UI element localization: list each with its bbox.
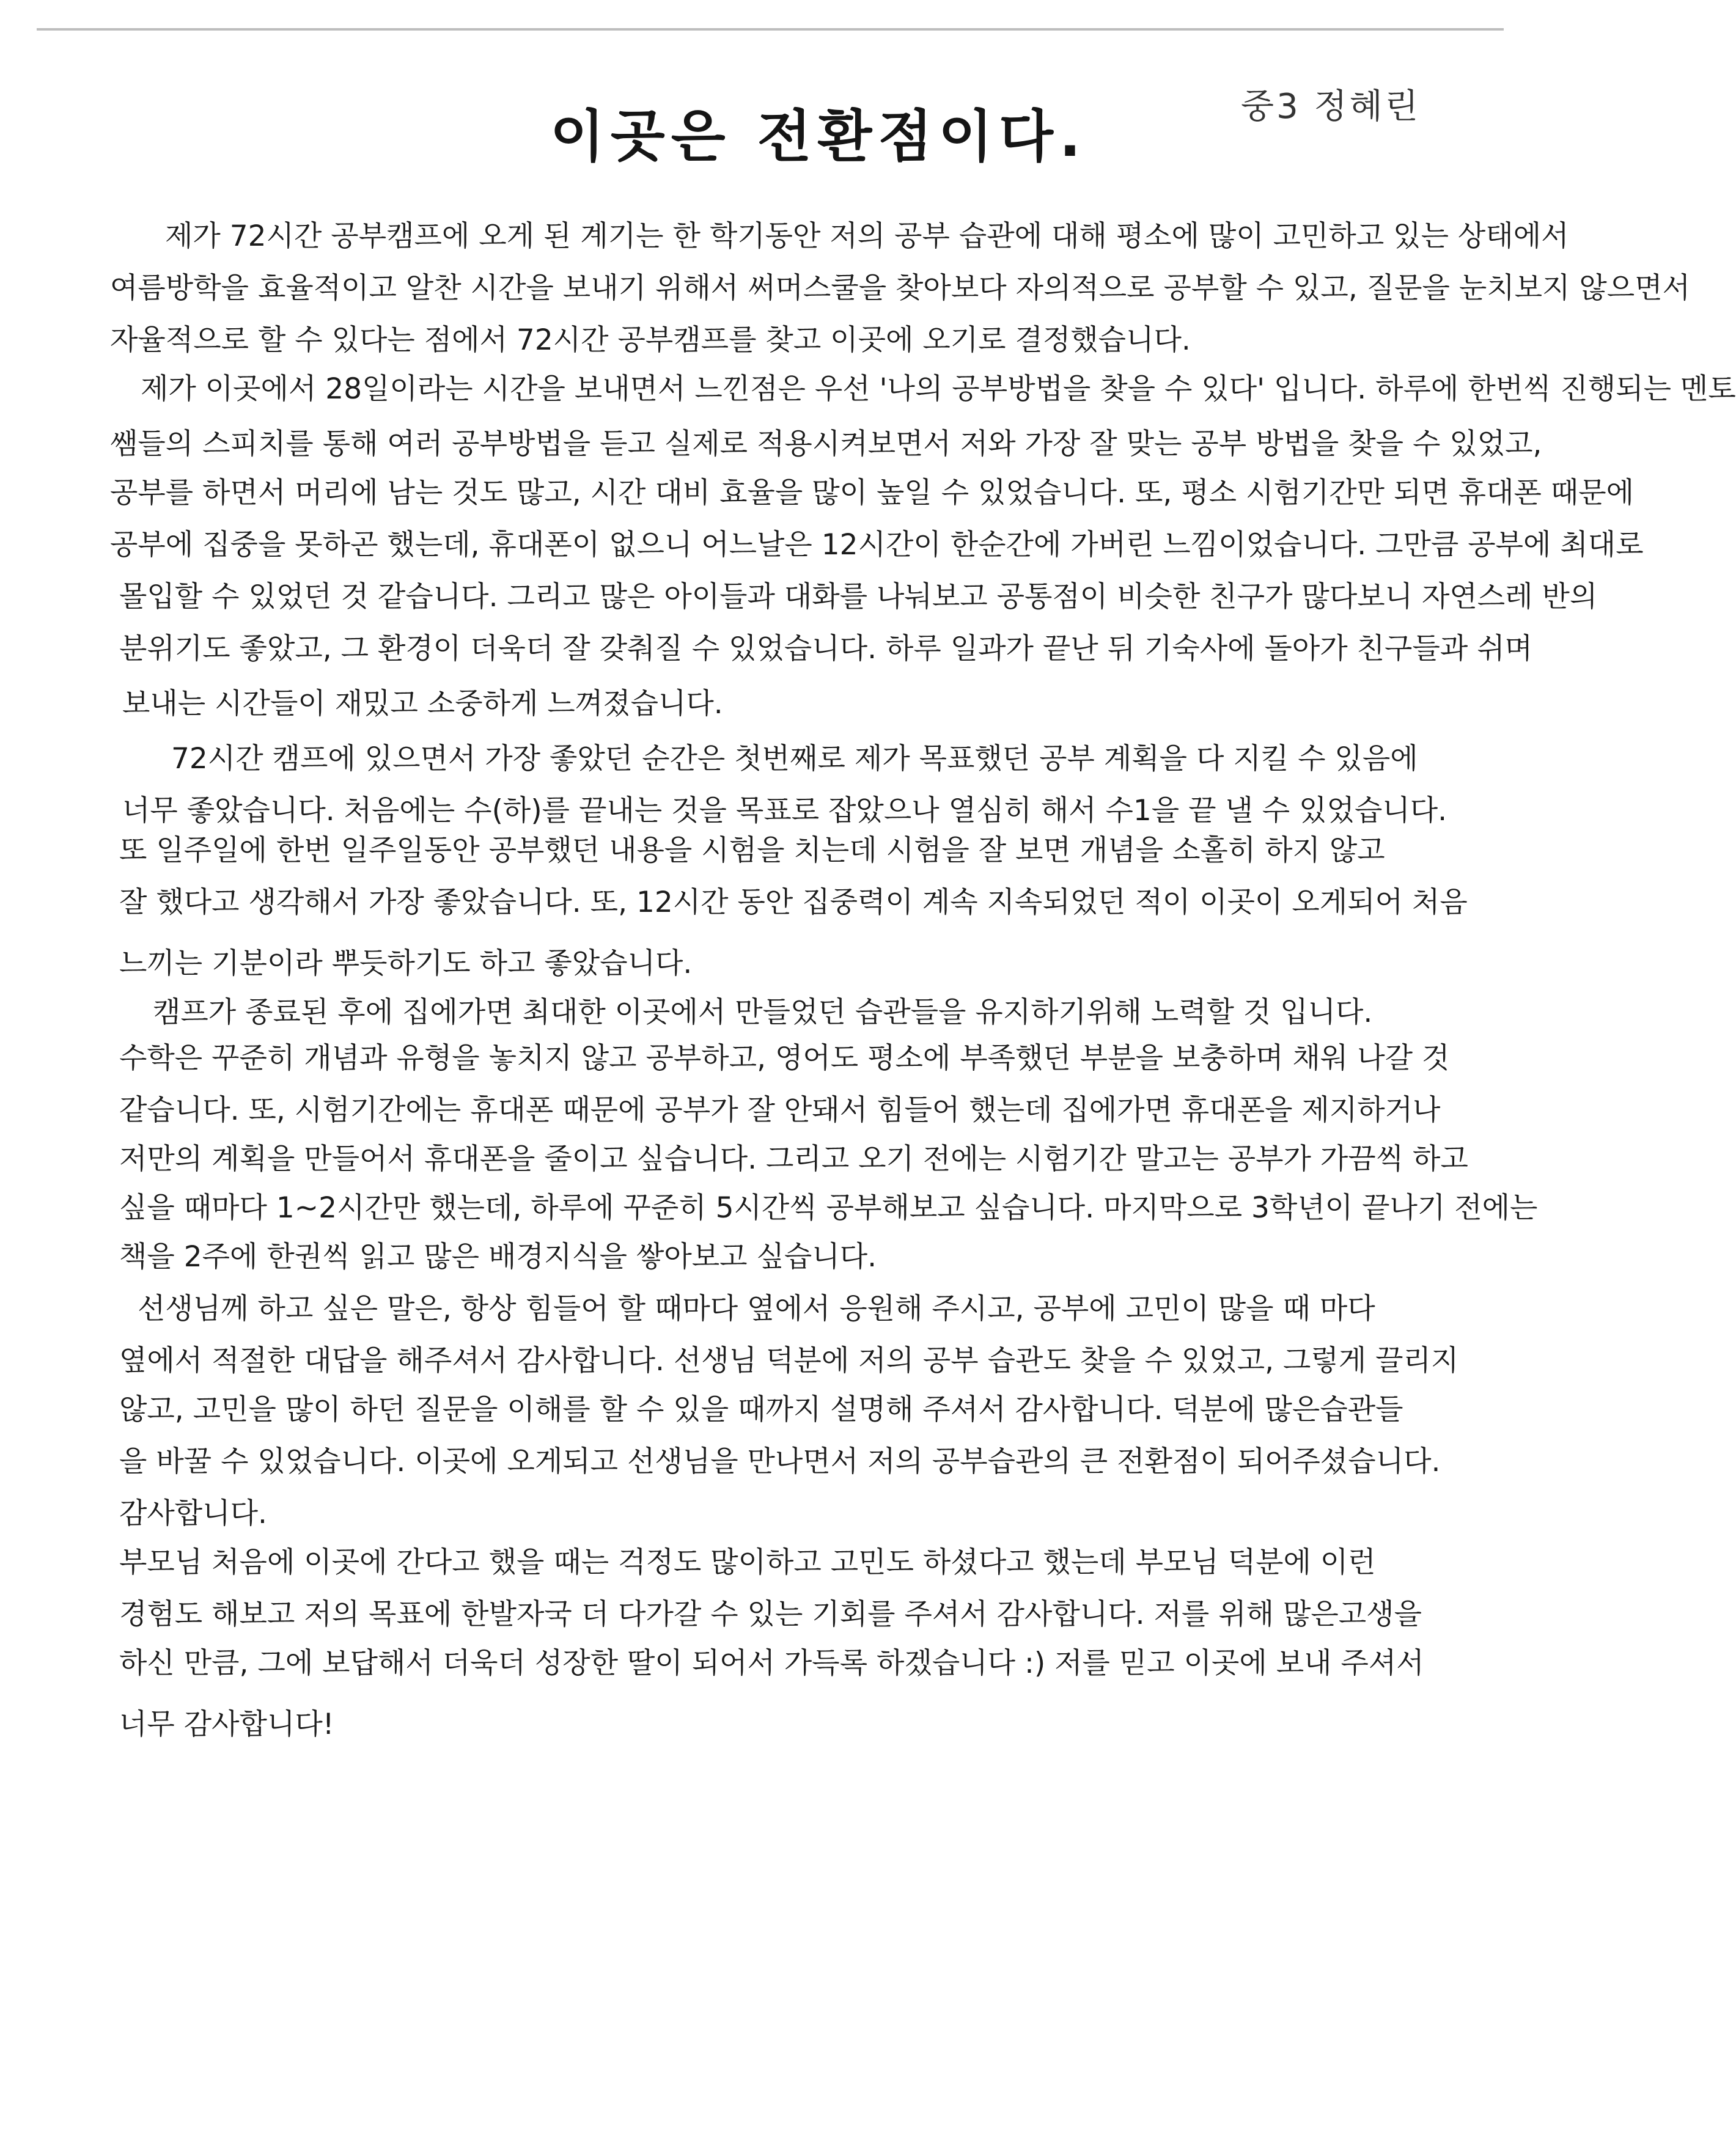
text-line: 느끼는 기분이라 뿌듯하기도 하고 좋았습니다. bbox=[119, 947, 693, 980]
text-line: 경험도 해보고 저의 목표에 한발자국 더 다가갈 수 있는 기회를 주셔서 감사합니다. 저를 위해 많은고생을 bbox=[119, 1598, 1422, 1631]
text-line: 부모님 처음에 이곳에 간다고 했을 때는 걱정도 많이하고 고민도 하셨다고 했는데 부모님 덕분에 이런 bbox=[119, 1546, 1376, 1579]
text-line: 을 바꿀 수 있었습니다. 이곳에 오게되고 선생님을 만나면서 저의 공부습관의 큰 전환점이 되어주셨습니다. bbox=[119, 1445, 1441, 1478]
text-line: 제가 이곳에서 28일이라는 시간을 보내면서 느낀점은 우선 '나의 공부방법을 찾을 수 있다' 입니다. 하루에 한번씩 진행되는 멘토 bbox=[141, 372, 1736, 406]
text-line: 제가 72시간 공부캠프에 오게 된 계기는 한 학기동안 저의 공부 습관에 대해 평소에 많이 고민하고 있는 상태에서 bbox=[165, 219, 1569, 253]
text-line: 같습니다. 또, 시험기간에는 휴대폰 때문에 공부가 잘 안돼서 힘들어 했는데 집에가면 휴대폰을 제지하거나 bbox=[119, 1093, 1441, 1127]
text-line: 수학은 꾸준히 개념과 유형을 놓치지 않고 공부하고, 영어도 평소에 부족했던 부분을 보충하며 채워 나갈 것 bbox=[119, 1041, 1450, 1075]
text-line: 또 일주일에 한번 일주일동안 공부했던 내용을 시험을 치는데 시험을 잘 보면 개념을 소홀히 하지 않고 bbox=[119, 834, 1385, 867]
text-line: 않고, 고민을 많이 하던 질문을 이해를 할 수 있을 때까지 설명해 주셔서 감사합니다. 덕분에 많은습관들 bbox=[119, 1393, 1403, 1426]
text-line: 공부에 집중을 못하곤 했는데, 휴대폰이 없으니 어느날은 12시간이 한순간에 가버린 느낌이었습니다. 그만큼 공부에 최대로 bbox=[110, 528, 1644, 562]
text-line: 캠프가 종료된 후에 집에가면 최대한 이곳에서 만들었던 습관들을 유지하기위해 노력할 것 입니다. bbox=[153, 996, 1373, 1029]
text-line: 72시간 캠프에 있으면서 가장 좋았던 순간은 첫번째로 제가 목표했던 공부 계획을 다 지킬 수 있음에 bbox=[171, 742, 1418, 776]
text-line: 여름방학을 효율적이고 알찬 시간을 보내기 위해서 써머스쿨을 찾아보다 자의적으로 공부할 수 있고, 질문을 눈치보지 않으면서 bbox=[110, 271, 1690, 305]
text-line: 옆에서 적절한 대답을 해주셔서 감사합니다. 선생님 덕분에 저의 공부 습관도 찾을 수 있었고, 그렇게 끌리지 bbox=[119, 1344, 1459, 1378]
letter-title: 이곳은 전환점이다. bbox=[550, 104, 1087, 169]
text-line: 책을 2주에 한권씩 읽고 많은 배경지식을 쌓아보고 싶습니다. bbox=[119, 1240, 877, 1274]
text-line: 너무 좋았습니다. 처음에는 수(하)를 끝내는 것을 목표로 잡았으나 열심히 해서 수1을 끝 낼 수 있었습니다. bbox=[122, 794, 1447, 828]
text-line: 쌤들의 스피치를 통해 여러 공부방법을 듣고 실제로 적용시켜보면서 저와 가장 잘 맞는 공부 방법을 찾을 수 있었고, bbox=[110, 427, 1542, 461]
text-line: 저만의 계획을 만들어서 휴대폰을 줄이고 싶습니다. 그리고 오기 전에는 시험기간 말고는 공부가 가끔씩 하고 bbox=[119, 1142, 1468, 1176]
text-line: 하신 만큼, 그에 보답해서 더욱더 성장한 딸이 되어서 가득록 하겠습니다 :) 저를 믿고 이곳에 보내 주셔서 bbox=[119, 1647, 1424, 1680]
text-line: 분위기도 좋았고, 그 환경이 더욱더 잘 갖춰질 수 있었습니다. 하루 일과가 끝난 뒤 기숙사에 돌아가 친구들과 쉬며 bbox=[119, 632, 1533, 666]
text-line: 잘 했다고 생각해서 가장 좋았습니다. 또, 12시간 동안 집중력이 계속 지속되었던 적이 이곳이 오게되어 처음 bbox=[119, 886, 1468, 919]
top-rule bbox=[37, 28, 1504, 31]
text-line: 몰입할 수 있었던 것 같습니다. 그리고 많은 아이들과 대화를 나눠보고 공통점이 비슷한 친구가 많다보니 자연스레 반의 bbox=[119, 580, 1598, 614]
text-line: 감사합니다. bbox=[119, 1497, 267, 1530]
text-line: 싶을 때마다 1~2시간만 했는데, 하루에 꾸준히 5시간씩 공부해보고 싶습니다. 마지막으로 3학년이 끝나기 전에는 bbox=[119, 1191, 1538, 1225]
text-line: 보내는 시간들이 재밌고 소중하게 느껴졌습니다. bbox=[122, 687, 723, 721]
text-line: 자율적으로 할 수 있다는 점에서 72시간 공부캠프를 찾고 이곳에 오기로 결정했습니다. bbox=[110, 323, 1191, 357]
text-line: 공부를 하면서 머리에 남는 것도 많고, 시간 대비 효율을 많이 높일 수 있었습니다. 또, 평소 시험기간만 되면 휴대폰 때문에 bbox=[110, 476, 1635, 510]
text-line: 선생님께 하고 싶은 말은, 항상 힘들어 할 때마다 옆에서 응원해 주시고, 공부에 고민이 많을 때 마다 bbox=[138, 1292, 1375, 1326]
author-name: 중3 정혜린 bbox=[1241, 87, 1421, 127]
text-line: 너무 감사합니다! bbox=[119, 1708, 334, 1741]
